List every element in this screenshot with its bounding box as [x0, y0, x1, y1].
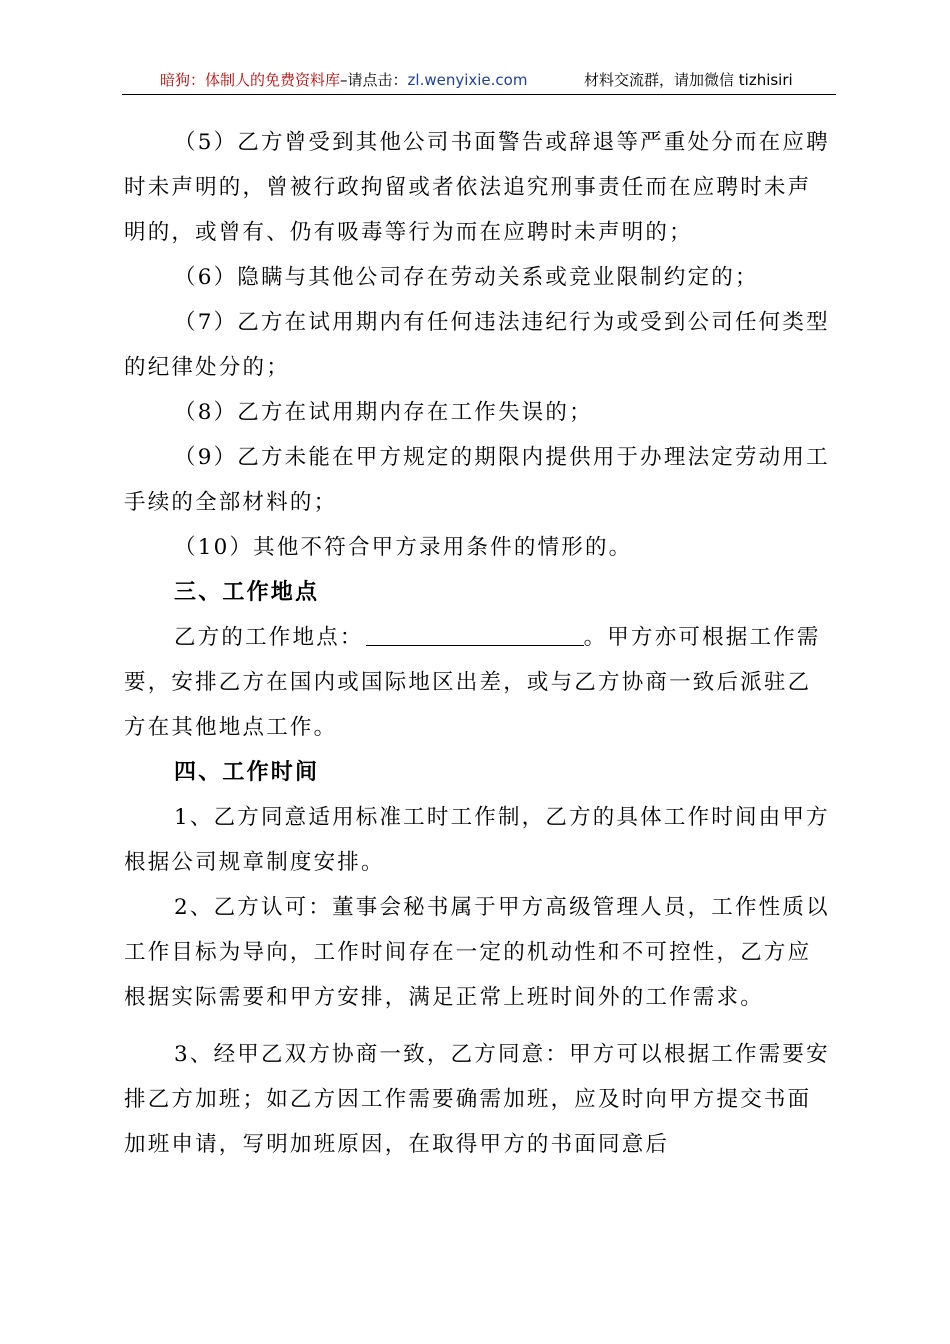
- work-location-text: 。甲方亦可根据工作需要，安排乙方在国内或国际地区出差，或与乙方协商一致后派驻乙方在其他地点工作。: [124, 625, 821, 740]
- clause-9: （9）乙方未能在甲方规定的期限内提供用于办理法定劳动用工手续的全部材料的；: [124, 445, 830, 515]
- work-location-label: 乙方的工作地点：: [174, 625, 364, 650]
- page-header: [122, 66, 836, 95]
- clause-5: （5）乙方曾受到其他公司书面警告或辞退等严重处分而在应聘时未声明的，曾被行政拘留或者依法追究刑事责任而在应聘时未声明的，或曾有、仍有吸毒等行为而在应聘时未声明的；: [124, 130, 830, 245]
- header-click-prompt: –请点击：: [340, 71, 408, 89]
- header-site-title: 暗狗：体制人的免费资料库: [160, 71, 341, 89]
- clause-10: （10）其他不符合甲方录用条件的情形的。: [174, 535, 633, 560]
- work-time-item-2: 2、乙方认可：董事会秘书属于甲方高级管理人员，工作性质以工作目标为导向，工作时间存在一定的机动性和不可控性，乙方应根据实际需要和甲方安排，满足正常上班时间外的工作需求。: [124, 895, 830, 1010]
- clause-7: （7）乙方在试用期内有任何违法违纪行为或受到公司任何类型的纪律处分的；: [124, 310, 830, 380]
- section-heading-work-location: 三、工作地点: [174, 580, 320, 605]
- header-wechat-note: 材料交流群，请加微信 tizhisiri: [584, 71, 793, 89]
- clause-8: （8）乙方在试用期内存在工作失误的；: [174, 400, 593, 425]
- work-location-paragraph: [124, 615, 834, 750]
- clause-6: （6）隐瞒与其他公司存在劳动关系或竞业限制约定的；: [174, 265, 759, 290]
- work-time-item-1: 1、乙方同意适用标准工时工作制，乙方的具体工作时间由甲方根据公司规章制度安排。: [124, 805, 830, 875]
- header-url-link[interactable]: zl.wenyixie.com: [407, 71, 528, 89]
- document-body: [124, 120, 834, 1167]
- header-site-name: [160, 66, 527, 94]
- work-location-blank: [366, 623, 584, 646]
- paragraph-gap: [124, 1020, 834, 1032]
- work-time-item-3: 3、经甲乙双方协商一致，乙方同意：甲方可以根据工作需要安排乙方加班；如乙方因工作需要确需加班，应及时向甲方提交书面加班申请，写明加班原因，在取得甲方的书面同意后: [124, 1042, 830, 1157]
- section-heading-work-time: 四、工作时间: [174, 760, 320, 785]
